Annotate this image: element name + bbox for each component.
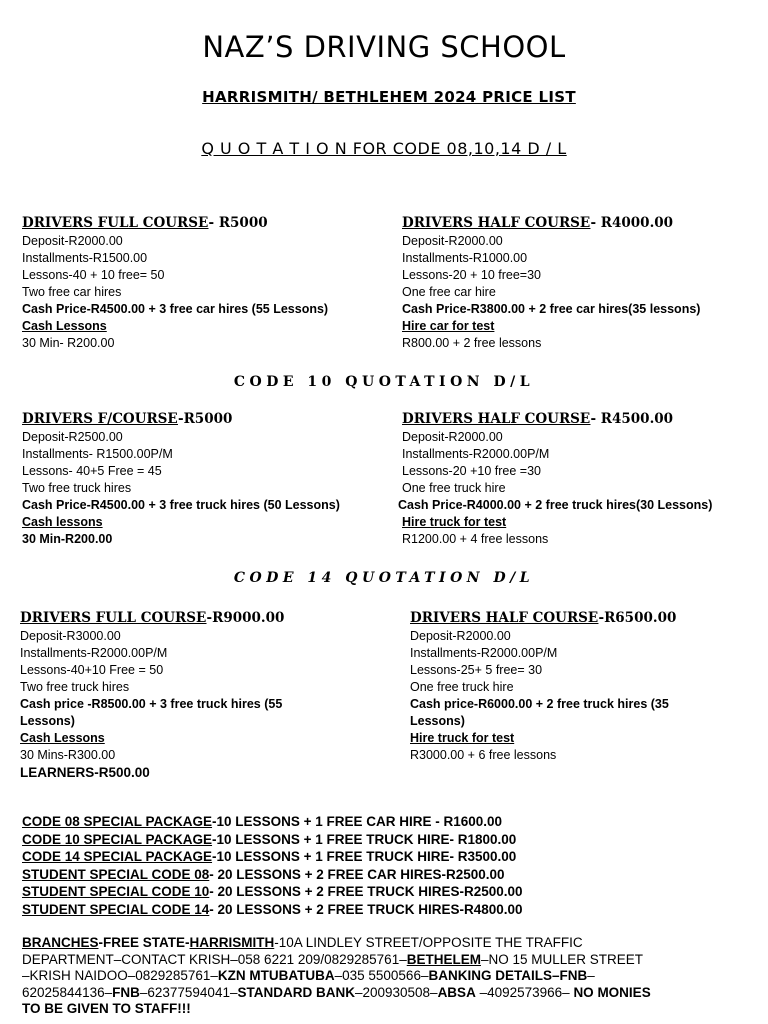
extra-label: Hire truck for test <box>410 731 515 745</box>
branches-label: BRANCHES <box>22 935 99 950</box>
cash-price-cont: Lessons) <box>20 714 75 728</box>
lessons: Lessons-40 + 10 free= 50 <box>22 268 165 282</box>
special-row <box>22 866 523 884</box>
special-text: - 20 LESSONS + 2 FREE TRUCK HIRES-R4800.00 <box>209 901 523 917</box>
deposit: Deposit-R2000.00 <box>22 234 123 248</box>
installments: Installments-R1500.00 <box>22 251 148 265</box>
deposit: Deposit-R3000.00 <box>20 629 121 643</box>
branches-info <box>22 935 652 1018</box>
branch-town-bethelem: BETHELEM <box>406 951 481 967</box>
code10-half-course <box>398 410 713 548</box>
extra-value: 30 Min- R200.00 <box>22 336 115 350</box>
deposit: Deposit-R2500.00 <box>22 430 123 444</box>
absa-label: ABSA <box>437 984 476 1000</box>
special-row <box>22 848 523 866</box>
cash-price: Cash price -R8500.00 + 3 free truck hires (55 <box>20 697 283 711</box>
price-list-subtitle: HARRISMITH/ BETHLEHEM 2024 PRICE LIST <box>202 88 576 106</box>
free-hires: Two free truck hires <box>22 481 132 495</box>
special-label: STUDENT SPECIAL CODE 08 <box>22 866 210 882</box>
lessons: Lessons- 40+5 Free = 45 <box>22 464 162 478</box>
extra-label: Hire car for test <box>402 319 495 333</box>
free-hires: Two free truck hires <box>20 680 130 694</box>
cash-price: Cash price-R6000.00 + 2 free truck hires (35 <box>410 697 669 711</box>
page-title: NAZ’S DRIVING SCHOOL <box>202 30 566 64</box>
fnb-account-2: –62377594041– <box>139 984 238 1000</box>
branches-state: -FREE STATE- <box>98 935 190 950</box>
fnb-label-2: FNB <box>112 984 140 1000</box>
deposit: Deposit-R2000.00 <box>402 430 503 444</box>
course-title: DRIVERS HALF COURSE <box>402 411 591 427</box>
course-title: DRIVERS F/COURSE <box>22 411 178 427</box>
special-label: CODE 08 SPECIAL PACKAGE <box>22 814 213 829</box>
extra-label: Cash Lessons <box>20 731 105 745</box>
branch-kzn-phone: –035 5500566– <box>334 968 429 983</box>
installments: Installments-R2000.00P/M <box>20 646 168 660</box>
banking-label: BANKING DETAILS–FNB <box>428 968 588 983</box>
branch-kzn: KZN MTUBATUBA <box>217 968 335 983</box>
extra-value: 30 Min-R200.00 <box>22 532 113 546</box>
free-hires: One free truck hire <box>402 481 506 495</box>
special-row <box>22 901 523 919</box>
free-hires: Two free car hires <box>22 285 122 299</box>
lessons: Lessons-40+10 Free = 50 <box>20 663 164 677</box>
staff-warning: NO MONIES TO BE GIVEN TO STAFF!!! <box>22 984 651 1016</box>
course-price: -R9000.00 <box>206 610 285 626</box>
course-price: - R5000 <box>208 215 268 231</box>
quotation-heading: Q U O T A T I O N FOR CODE 08,10,14 D / L <box>201 139 567 158</box>
extra-value: R1200.00 + 4 free lessons <box>402 532 549 546</box>
special-text: -10 LESSONS + 1 FREE CAR HIRE - R1600.00 <box>212 814 503 829</box>
course-price: -R5000 <box>177 411 233 427</box>
lessons: Lessons-20 +10 free =30 <box>402 464 541 478</box>
special-label: STUDENT SPECIAL CODE 14 <box>22 901 210 917</box>
cash-price: Cash Price-R4500.00 + 3 free car hires (55 Lessons) <box>22 302 329 316</box>
deposit: Deposit-R2000.00 <box>402 234 503 248</box>
absa-account: –4092573966– <box>475 984 574 1000</box>
extra-value: R3000.00 + 6 free lessons <box>410 748 557 762</box>
special-row <box>22 831 523 849</box>
code14-half-course <box>410 609 750 764</box>
branch-address-harrismith: -10A LINDLEY STREET/OPPOSITE THE TRAFFIC DEPARTMENT–CONTACT KRISH–058 6221 209/0829285761– <box>22 935 583 967</box>
extra-label: Cash lessons <box>22 515 103 529</box>
course-title: DRIVERS HALF COURSE <box>410 610 599 626</box>
installments: Installments-R2000.00P/M <box>410 646 558 660</box>
course-title: DRIVERS FULL COURSE <box>22 215 209 231</box>
special-label: CODE 10 SPECIAL PACKAGE <box>22 831 213 847</box>
fnb-account-1: –62025844136– <box>22 968 595 1000</box>
code14-full-course <box>20 609 380 781</box>
deposit: Deposit-R2000.00 <box>410 629 511 643</box>
installments: Installments-R1000.00 <box>402 251 528 265</box>
cash-price: Cash Price-R3800.00 + 2 free car hires(35 lessons) <box>402 302 701 316</box>
special-text: -10 LESSONS + 1 FREE TRUCK HIRE- R1800.00 <box>212 831 517 847</box>
standard-bank-account: –200930508– <box>354 984 438 1000</box>
branch-town-harrismith: HARRISMITH <box>189 935 275 950</box>
cash-price: Cash Price-R4500.00 + 3 free truck hires (50 Lessons) <box>22 498 340 512</box>
special-packages <box>22 813 523 918</box>
code14-heading: CODE 14 QUOTATION D/L <box>233 570 535 586</box>
special-text: - 20 LESSONS + 2 FREE CAR HIRES-R2500.00 <box>209 866 505 882</box>
special-row <box>22 883 523 901</box>
installments: Installments-R2000.00P/M <box>402 447 550 461</box>
extra-label: Hire truck for test <box>402 515 507 529</box>
branch-address-bethelem: –NO 15 MULLER STREET –KRISH NAIDOO–0829285761– <box>22 951 643 983</box>
learners-price: LEARNERS-R500.00 <box>20 765 150 780</box>
lessons: Lessons-25+ 5 free= 30 <box>410 663 543 677</box>
code08-half-course <box>402 214 700 352</box>
code10-full-course <box>22 410 340 548</box>
special-label: STUDENT SPECIAL CODE 10 <box>22 884 210 899</box>
code10-heading: CODE 10 QUOTATION D/L <box>233 374 535 390</box>
free-hires: One free car hire <box>402 285 496 299</box>
cash-price-cont: Lessons) <box>410 714 465 728</box>
course-title: DRIVERS HALF COURSE <box>402 215 591 231</box>
course-price: - R4000.00 <box>590 215 674 231</box>
course-price: -R6500.00 <box>598 610 677 626</box>
cash-price: Cash Price-R4000.00 + 2 free truck hires(30 Lessons) <box>398 498 713 512</box>
special-label: CODE 14 SPECIAL PACKAGE <box>22 849 213 864</box>
special-row <box>22 813 523 831</box>
free-hires: One free truck hire <box>410 680 514 694</box>
standard-bank-label: STANDARD BANK <box>237 984 355 1000</box>
course-price: - R4500.00 <box>590 411 674 427</box>
extra-value: R800.00 + 2 free lessons <box>402 336 542 350</box>
lessons: Lessons-20 + 10 free=30 <box>402 268 541 282</box>
special-text: -10 LESSONS + 1 FREE TRUCK HIRE- R3500.00 <box>212 849 517 864</box>
code08-full-course <box>22 214 328 352</box>
course-title: DRIVERS FULL COURSE <box>20 610 207 626</box>
extra-value: 30 Mins-R300.00 <box>20 748 116 762</box>
installments: Installments- R1500.00P/M <box>22 447 173 461</box>
special-text: - 20 LESSONS + 2 FREE TRUCK HIRES-R2500.00 <box>209 884 523 899</box>
extra-label: Cash Lessons <box>22 319 107 333</box>
